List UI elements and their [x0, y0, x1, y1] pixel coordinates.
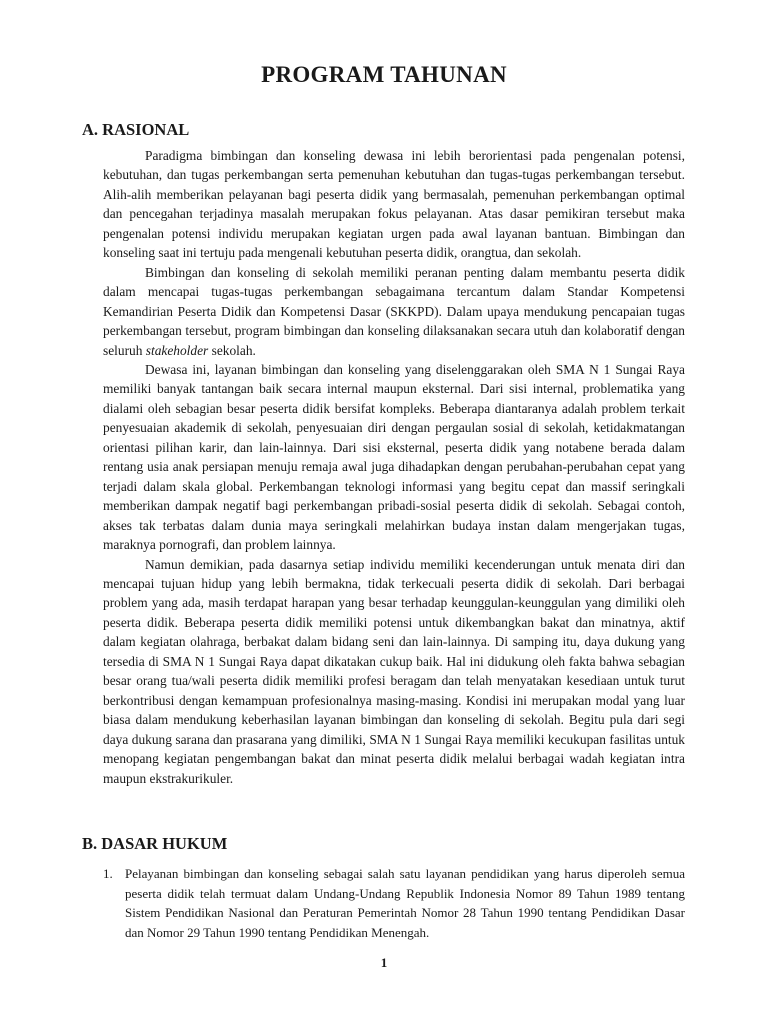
paragraph-text: sekolah. [211, 342, 256, 358]
italic-term: stakeholder [145, 342, 209, 358]
paragraph: Paradigma bimbingan dan konseling dewasa ini lebih berorientasi pada pengenalan potensi, kebutuhan, dan tugas perkembangan serta pemenuhan kebutuhan dan tugas-tugas perkembangan tersebut. Alih-alih memberikan pelayanan bagi peserta didik yang bermasalah, pemenuhan perkembangan optimal dan pencegahan terjadinya masalah merupakan fokus pelayanan. Atas dasar pemikiran tersebut maka pengenalan potensi individu merupakan kegiatan urgen pada awal layanan bantuan. Bimbingan dan konseling saat ini tertuju pada mengenali kebutuhan peserta didik, orangtua, dan sekolah. [103, 148, 685, 261]
paragraph [103, 263, 685, 360]
list-item-text: Pelayanan bimbingan dan konseling sebagai salah satu layanan pendidikan yang harus diperoleh semua peserta didik telah termuat dalam Undang-Undang Republik Indonesia Nomor 89 Tahun 1989 tentang Sistem Pendidikan Nasional dan Peraturan Pemerintah Nomor 28 Tahun 1990 tentang Pendidikan Dasar dan Nomor 29 Tahun 1990 tentang Pendidikan Menengah. [125, 866, 685, 940]
list-item [103, 864, 685, 942]
section-rasional-body [103, 146, 685, 788]
page-title: PROGRAM TAHUNAN [261, 62, 507, 87]
dasar-hukum-list [103, 864, 685, 942]
paragraph: Dewasa ini, layanan bimbingan dan konseling yang diselenggarakan oleh SMA N 1 Sungai Raya memiliki banyak tantangan baik secara internal maupun eksternal. Dari sisi internal, problematika yang dialami oleh sebagian besar peserta didik bersifat kompleks. Beberapa diantaranya adalah problem terkait penyesuaian akademik di sekolah, penyesuaian diri dengan pergaulan sosial di sekolah, ketidakmatangan orientasi pilihan karir, dan lain-lainnya. Dari sisi eksternal, peserta didik yang notabene berada dalam rentang usia anak persiapan menuju remaja awal juga dihadapkan dengan perubahan-perubahan cepat yang terjadi dalam skala global. Perkembangan teknologi informasi yang begitu cepat dan massif seringkali memberikan dampak negatif bagi perkembangan pribadi-sosial peserta didik di sekolah. Sebagai contoh, akses tak terbatas dalam dunia maya seringkali melahirkan budaya instan dalam mengerjakan tugas, maraknya pornografi, dan problem lainnya. [103, 361, 685, 553]
paragraph: Namun demikian, pada dasarnya setiap individu memiliki kecenderungan untuk menata diri dan mencapai tujuan hidup yang lebih bermakna, tidak terkecuali peserta didik di sekolah. Dari berbagai problem yang ada, masih terdapat harapan yang besar terhadap keunggulan-keunggulan yang dimiliki oleh peserta didik. Beberapa peserta didik memiliki potensi untuk dikembangkan bakat dan minatnya, aktif dalam kegiatan olahraga, berbakat dalam bidang seni dan lain-lainnya. Di samping itu, daya dukung yang tersedia di SMA N 1 Sungai Raya dapat dikatakan cukup baik. Hal ini didukung oleh fakta bahwa sebagian besar orang tua/wali peserta didik memiliki profesi beragam dan telah menyatakan kesediaan untuk turut berkontribusi dengan kemampuan profesionalnya masing-masing. Kondisi ini merupakan modal yang luar biasa dalam mendukung keberhasilan layanan bimbingan dan konseling di sekolah. Begitu pula dari segi daya dukung sarana dan prasarana yang dimiliki, SMA N 1 Sungai Raya memiliki kecukupan fasilitas untuk menopang kegiatan pengembangan bakat dan minat peserta didik melalui berbagai wadah kegiatan intra maupun ekstrakurikuler. [103, 556, 685, 786]
section-heading-rasional: A. RASIONAL [82, 120, 190, 139]
paragraph-text: Bimbingan dan konseling di sekolah memiliki peranan penting dalam membantu peserta didik dalam mencapai tugas-tugas perkembangan sebagaimana tercantum dalam Standar Kompetensi Kemandirian Peserta Didik dan Kompetensi Dasar (SKKPD). Dalam upaya mendukung pencapaian tugas perkembangan tersebut, program bimbingan dan konseling dilaksanakan secara utuh dan kolaboratif dengan seluruh [103, 264, 685, 358]
page-number: 1 [380, 955, 388, 970]
section-heading-dasar-hukum: B. DASAR HUKUM [82, 834, 228, 853]
list-item-number: 1. [103, 866, 113, 881]
